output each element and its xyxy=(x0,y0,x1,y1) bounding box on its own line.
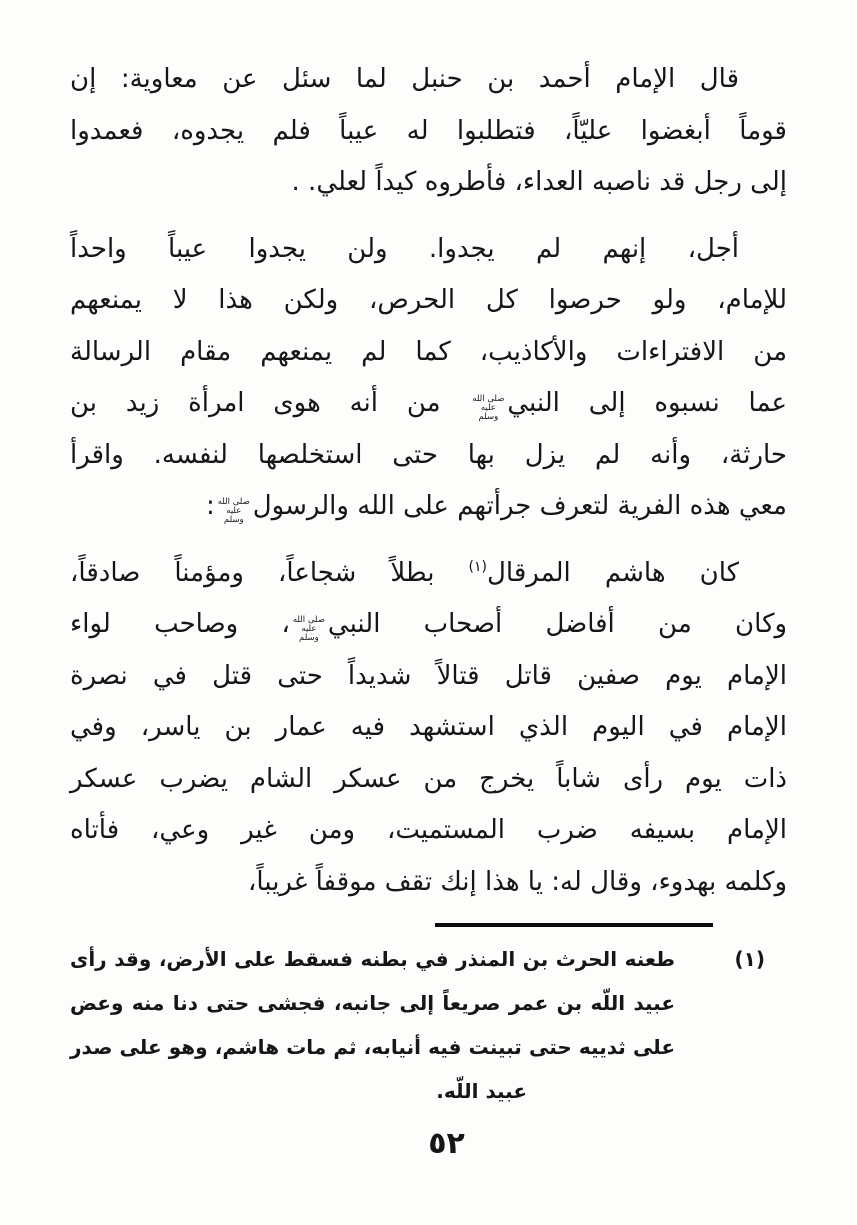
paragraph-2 xyxy=(70,224,787,533)
body-line: قال الإمام أحمد بن حنبل لما سئل عن معاوية: إن xyxy=(70,64,739,94)
footnote-line: عبيد اللّه. xyxy=(436,1079,527,1103)
body-line xyxy=(70,599,787,651)
line-text: عما نسبوه إلى النبي xyxy=(507,388,787,418)
body-line xyxy=(70,481,787,533)
body-line: الإمام في اليوم الذي استشهد فيه عمار بن ياسر، وفي xyxy=(70,712,787,742)
footnote xyxy=(70,937,787,1113)
body-line: للإمام، ولو حرصوا كل الحرص، ولكن هذا لا يمنعهم xyxy=(70,285,787,315)
line-text: ، وصاحب لواء xyxy=(70,609,290,639)
prophet-honorific-seal-icon: صلى الله عليه وسلم xyxy=(292,615,325,643)
body-line: قوماً أبغضوا عليّاً، فتطلبوا له عيباً فلم يجدوه، فعمدوا xyxy=(70,115,787,146)
line-text: وكان من أفاضل أصحاب النبي xyxy=(327,609,787,639)
line-text: كان هاشم المرقال xyxy=(487,557,739,588)
page-number: ٥٢ xyxy=(428,1126,465,1161)
paragraph-3 xyxy=(70,548,787,909)
line-text: من أنه هوى امرأة زيد بن xyxy=(70,388,441,418)
body-line xyxy=(70,548,787,600)
footnote-line: على ثدييه حتى تبينت فيه أنيابه، ثم مات هاشم، وهو على صدر xyxy=(70,1035,675,1059)
line-text: بطلاً شجاعاً، ومؤمناً صادقاً، xyxy=(70,557,435,588)
footnote-marker: (١) xyxy=(734,947,765,971)
body-line: الإمام بسيفه ضرب المستميت، ومن غير وعي، فأتاه xyxy=(70,815,787,845)
footnote-separator xyxy=(435,923,713,927)
footnote-line: عبيد اللّه بن عمر صريعاً إلى جانبه، فجشى حتى دنا منه وعض xyxy=(70,991,675,1015)
body-line: حارثة، وأنه لم يزل بها حتى استخلصها لنفسه. واقرأ xyxy=(70,439,787,470)
body-line: ذات يوم رأى شاباً يخرج من عسكر الشام يضرب عسكر xyxy=(70,763,787,794)
footnote-reference: (١) xyxy=(468,558,488,575)
body-line: وكلمه بهدوء، وقال له: يا هذا إنك تقف موقفاً غريباً، xyxy=(248,866,787,897)
body-line: إلى رجل قد ناصبه العداء، فأطروه كيداً لعلي. . xyxy=(291,167,787,197)
line-text: معي هذه الفرية لتعرف جرأتهم على الله والرسول xyxy=(252,491,787,521)
body-line xyxy=(70,378,787,430)
body-line: الإمام يوم صفين قاتل قتالاً شديداً حتى قتل في نصرة xyxy=(70,660,787,691)
prophet-honorific-seal-icon: صلى الله عليه وسلم xyxy=(217,497,250,525)
paragraph-1 xyxy=(70,54,787,209)
body-text xyxy=(70,0,787,1165)
prophet-honorific-seal-icon: صلى الله عليه وسلم xyxy=(472,394,505,422)
body-line: من الافتراءات والأكاذيب، كما لم يمنعهم مقام الرسالة xyxy=(70,336,787,367)
footnote-line: طعنه الحرث بن المنذر في بطنه فسقط على الأرض، وقد رأى xyxy=(70,947,675,971)
line-text: : xyxy=(206,491,215,521)
body-line: أجل، إنهم لم يجدوا. ولن يجدوا عيباً واحداً xyxy=(70,233,739,264)
